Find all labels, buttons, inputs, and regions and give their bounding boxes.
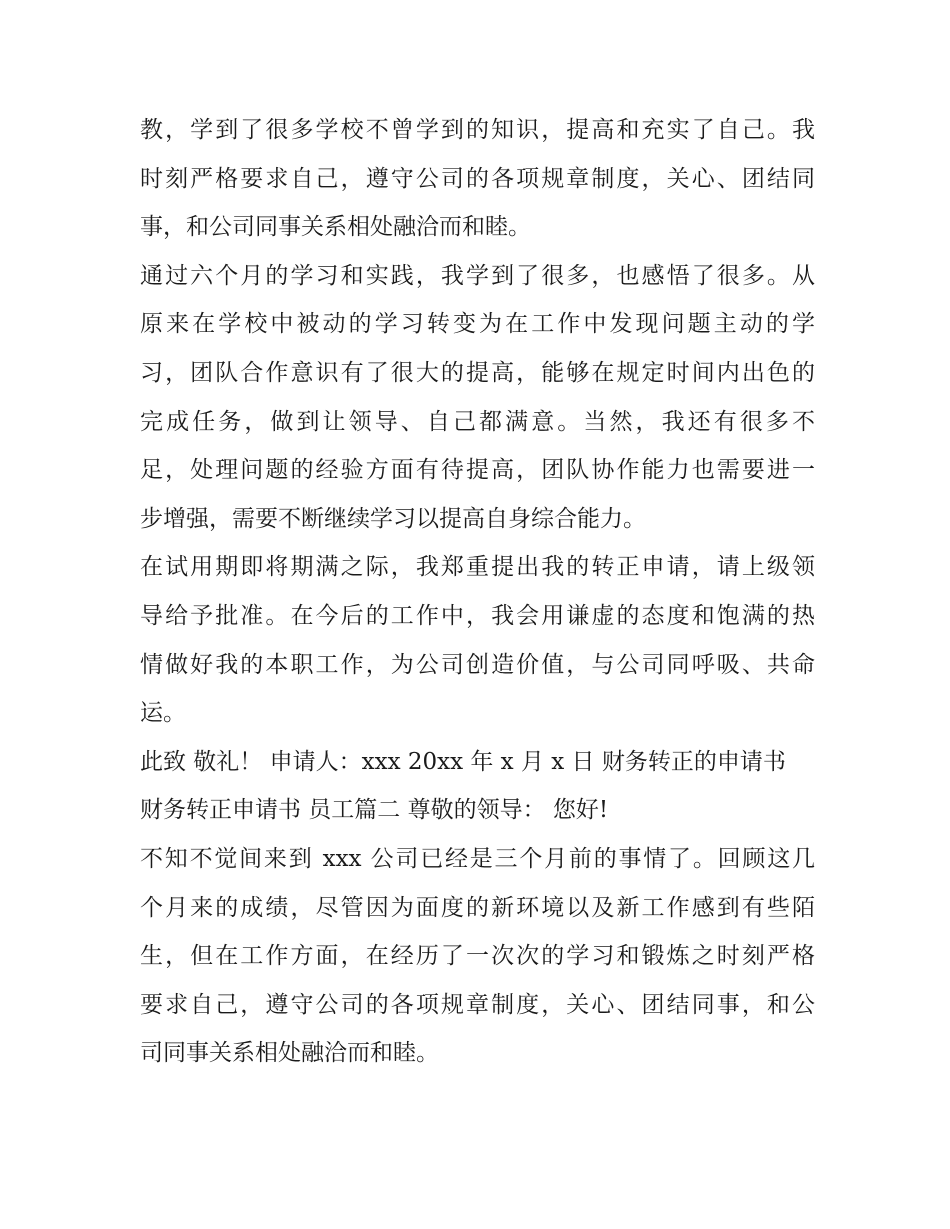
text-line: 教，学到了很多学校不曾学到的知识，提高和充实了自己。我 <box>140 117 815 143</box>
text-line: 生，但在工作方面，在经历了一次次的学习和锻炼之时刻严格 <box>140 943 815 970</box>
text-line: 财务转正申请书 员工篇二 尊敬的领导： 您好! <box>140 797 609 824</box>
text-line: 导给予批准。在今后的工作中，我会用谦虚的态度和饱满的热 <box>140 602 815 629</box>
text-line: 在试用期即将期满之际，我郑重提出我的转正申请，请上级领 <box>140 554 815 581</box>
text-line: 情做好我的本职工作，为公司创造价值，与公司同呼吸、共命 <box>140 651 815 678</box>
text-line: 原来在学校中被动的学习转变为在工作中发现问题主动的学 <box>140 311 815 338</box>
text-line: 个月来的成绩，尽管因为面度的新环境以及新工作感到有些陌 <box>140 894 815 921</box>
text-line: 习，团队合作意识有了很大的提高，能够在规定时间内出色的 <box>140 359 815 386</box>
document-body <box>140 106 815 1078</box>
text-line: 要求自己，遵守公司的各项规章制度，关心、团结同事，和公 <box>140 991 815 1018</box>
text-line: 步增强，需要不断继续学习以提高自身综合能力。 <box>140 505 646 532</box>
text-line: 时刻严格要求自己，遵守公司的各项规章制度，关心、团结同 <box>140 165 815 192</box>
text-line: 不知不觉间来到 xxx 公司已经是三个月前的事情了。回顾这几 <box>140 845 815 872</box>
text-line: 事，和公司同事关系相处融洽而和睦。 <box>140 214 531 241</box>
text-line: 通过六个月的学习和实践，我学到了很多，也感悟了很多。从 <box>140 262 815 289</box>
text-line: 司同事关系相处融洽而和睦。 <box>140 1040 439 1067</box>
text-line: 此致 敬礼！ 申请人：xxx 20xx 年 x 月 x 日 财务转正的申请书 <box>140 748 786 775</box>
text-line: 运。 <box>140 700 186 727</box>
text-line: 足，处理问题的经验方面有待提高，团队协作能力也需要进一 <box>140 457 815 484</box>
text-line: 完成任务，做到让领导、自己都满意。当然，我还有很多不 <box>140 408 815 435</box>
